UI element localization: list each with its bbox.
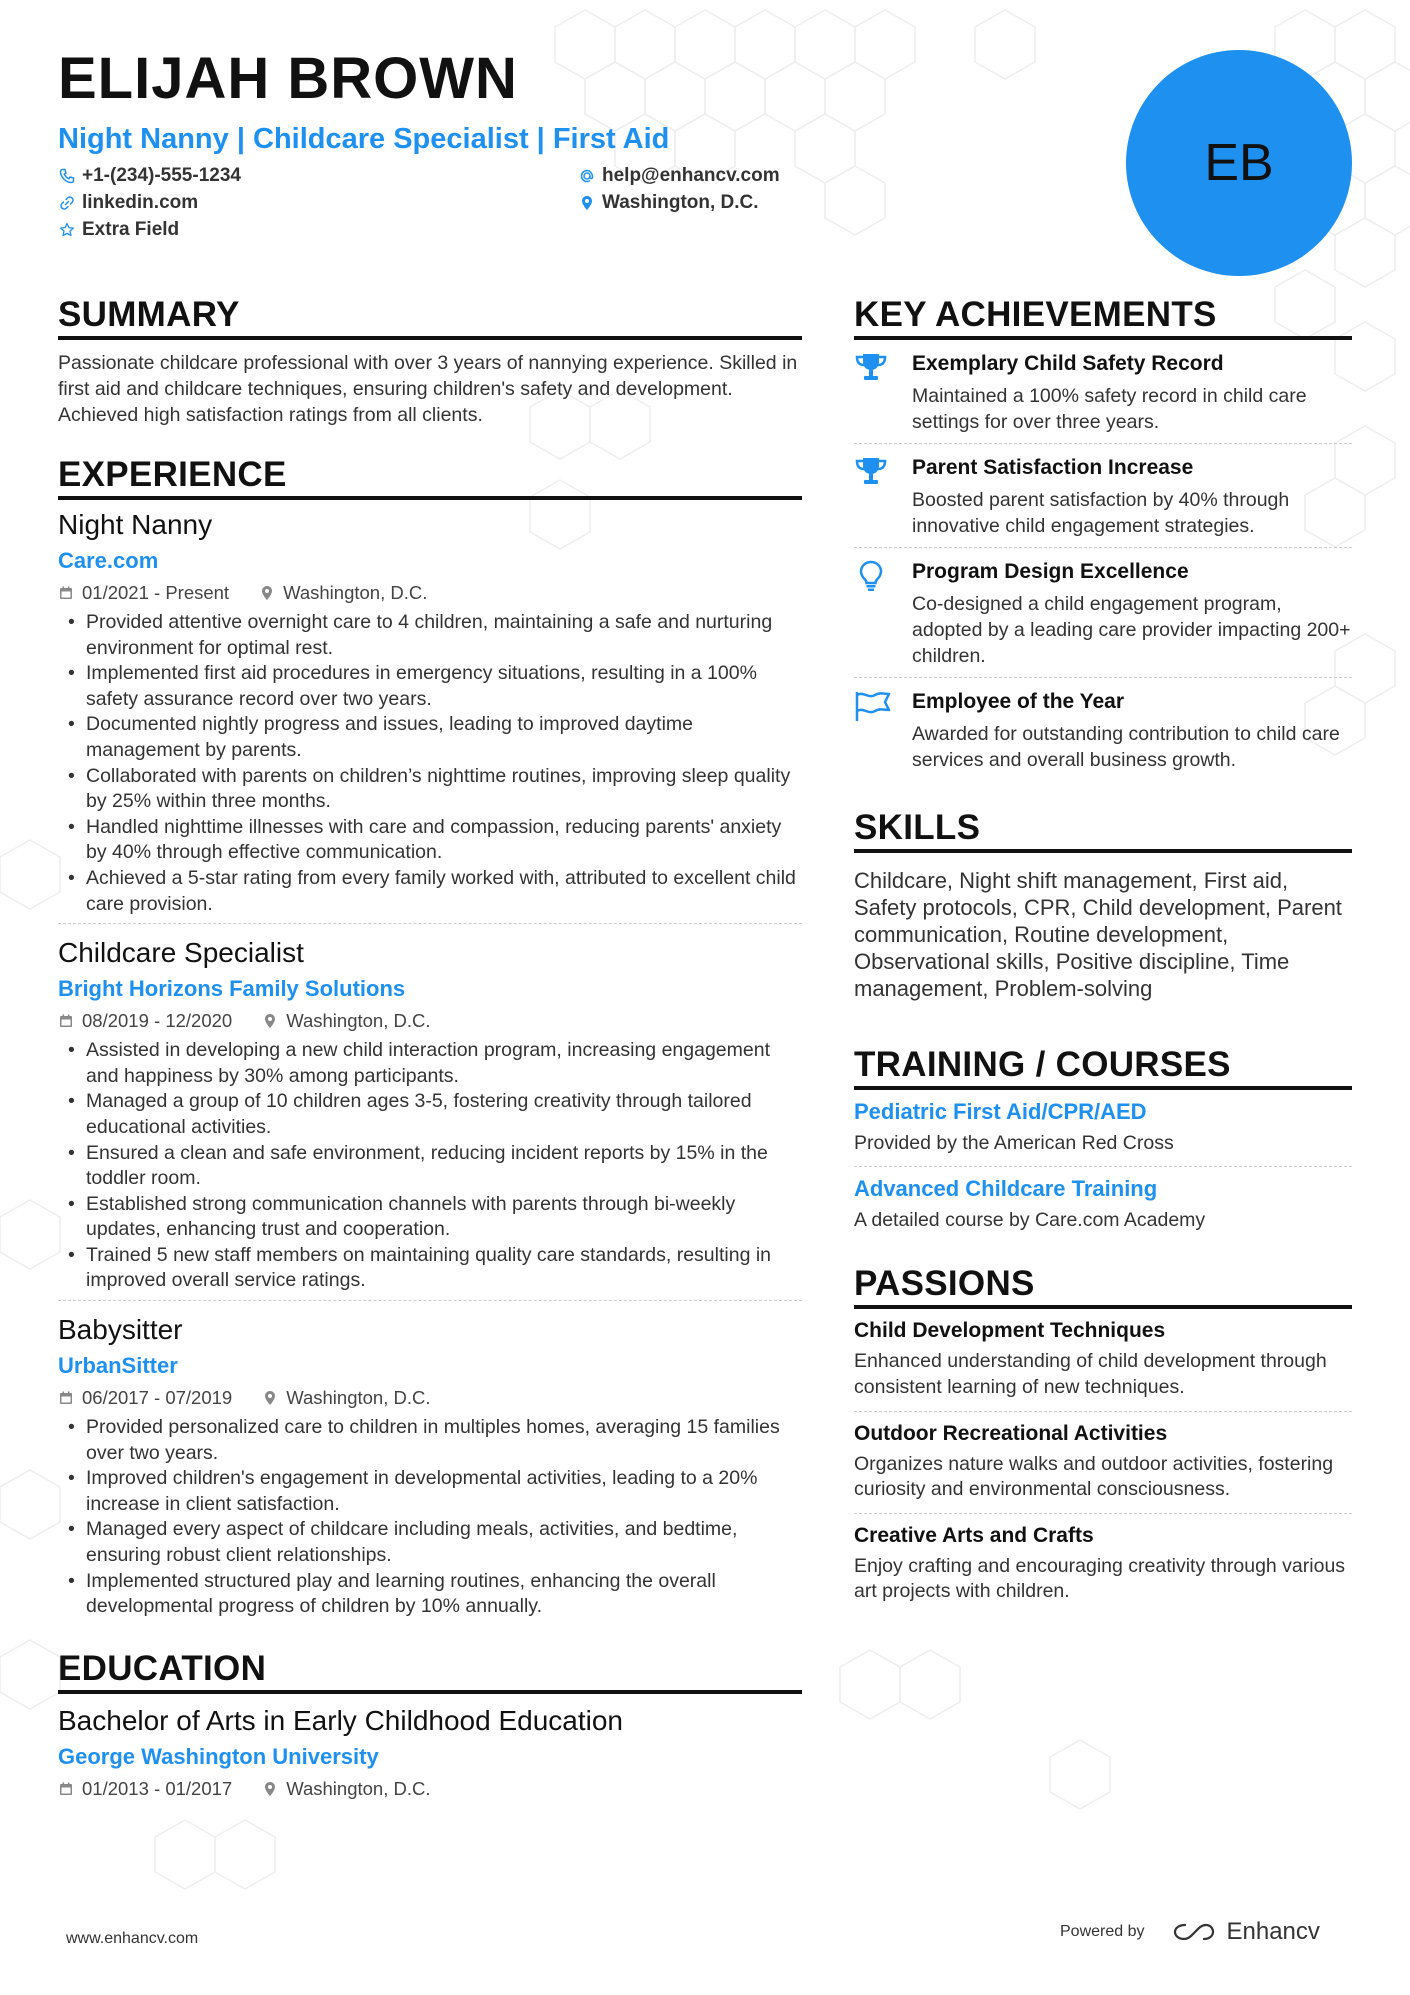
linkedin-contact[interactable] [58,191,578,214]
achievement-item [854,548,1352,677]
achievement-description: Boosted parent satisfaction by 40% through innovative child engagement strategies. [912,489,1290,537]
location-pin-icon [578,194,596,212]
course-item [854,1167,1352,1243]
company-name: Bright Horizons Family Solutions [58,976,406,1002]
course-title: Advanced Childcare Training [854,1176,1158,1202]
passion-item [854,1412,1352,1513]
brand-name: Enhancv [1226,1918,1320,1945]
location-pin-icon [259,585,275,601]
bullet-item: • Implemented structured play and learning routines, enhancing the overall developmental progress of children by 10% annually. [58,1569,802,1620]
job-title: Childcare Specialist [58,937,304,969]
passion-description: Enhanced understanding of child development through consistent learning of new techniques. [854,1350,1327,1398]
skills-text: Childcare, Night shift management, First aid, Safety protocols, CPR, Child development, Parent communication, Routine development, Observational skills, Positive discipline, Time management, Problem-solving [854,868,1342,1002]
achievement-item [854,678,1352,781]
passion-description: Enjoy crafting and encouraging creativity through various art projects with children. [854,1554,1346,1603]
email-text: help@enhancv.com [602,164,780,186]
achievement-description: Co-designed a child engagement program, adopted by a leading care provider impacting 200+ children. [912,593,1351,667]
course-description: A detailed course by Care.com Academy [854,1209,1206,1232]
avatar-initials: EB [1204,134,1274,192]
course-title: Pediatric First Aid/CPR/AED [854,1099,1147,1125]
achievement-item [854,340,1352,443]
school-name: George Washington University [58,1743,379,1769]
bullet-item: • Provided personalized care to children in multiples homes, averaging 15 families over two years. [58,1415,802,1466]
education-entry [58,1694,802,1804]
passion-item [854,1514,1352,1615]
calendar-icon [58,1781,74,1797]
enhancv-logo-icon [1171,1920,1217,1944]
degree-title: Bachelor of Arts in Early Childhood Education [58,1704,623,1736]
experience-entry [58,500,802,924]
bullet-item: • Achieved a 5-star rating from every family worked with, attributed to excellent child care provision. [58,866,802,917]
enhancv-logo [1171,1918,1320,1946]
linkedin-text: linkedin.com [82,191,199,213]
job-location: Washington, D.C. [286,1010,431,1032]
bullet-item: • Implemented first aid procedures in emergency situations, resulting in a 100% safety assurance record over two years. [58,661,802,712]
phone-contact[interactable] [58,164,578,187]
bullet-item: • Documented nightly progress and issues, leading to improved daytime management by parents. [58,712,802,763]
passion-item [854,1309,1352,1410]
footer-powered-by[interactable] [1060,1918,1320,1946]
email-contact[interactable] [578,164,838,187]
passions-heading: PASSIONS [854,1263,1352,1309]
achievement-item [854,444,1352,547]
job-dates: 08/2019 - 12/2020 [82,1010,233,1032]
at-sign-icon [578,167,596,185]
candidate-name: ELIJAH BROWN [58,46,518,111]
resume-header [58,44,838,241]
candidate-titles: Night Nanny | Childcare Specialist | First Aid [58,123,670,155]
job-title: Babysitter [58,1314,183,1346]
skills-heading: SKILLS [854,807,1352,853]
passion-title: Creative Arts and Crafts [854,1523,1094,1547]
passion-description: Organizes nature walks and outdoor activities, fostering curiosity and environmental consciousness. [854,1452,1334,1501]
contact-info [58,164,838,241]
bullet-item: • Provided attentive overnight care to 4 children, maintaining a safe and nurturing environment for optimal rest. [58,610,802,661]
job-meta [58,578,802,608]
achievement-description: Maintained a 100% safety record in child care settings for over three years. [912,385,1307,433]
job-location: Washington, D.C. [283,582,428,603]
location-text: Washington, D.C. [602,191,759,213]
achievement-title: Employee of the Year [912,690,1125,714]
phone-icon [58,167,76,185]
bullet-item: • Trained 5 new staff members on maintaining quality care standards, resulting in improved overall service ratings. [58,1243,802,1294]
right-column [854,294,1352,1615]
bullet-item: • Ensured a clean and safe environment, reducing incident reports by 15% in the toddler room. [58,1141,802,1192]
course-description: Provided by the American Red Cross [854,1132,1174,1155]
trophy-icon [854,454,912,539]
bullet-item: • Handled nighttime illnesses with care and compassion, reducing parents' anxiety by 40% through effective communication. [58,815,802,866]
flag-icon [854,688,912,773]
bullet-item: • Assisted in developing a new child interaction program, increasing engagement and happiness by 30% among participants. [58,1038,802,1089]
footer-website-link[interactable]: www.enhancv.com [66,1930,199,1947]
calendar-icon [58,1013,74,1029]
job-title: Night Nanny [58,509,213,540]
location-pin-icon [262,1013,278,1029]
job-meta [58,1383,802,1413]
bullet-item: • Managed every aspect of childcare including meals, activities, and bedtime, ensuring robust client relationships. [58,1517,802,1568]
job-dates: 01/2021 - Present [82,582,230,603]
experience-entry [58,1301,802,1620]
location-contact [578,191,838,214]
job-bullets [58,1038,802,1294]
education-dates: 01/2013 - 01/2017 [82,1777,233,1799]
calendar-icon [58,1390,74,1406]
course-item [854,1090,1352,1166]
left-column [58,294,802,1804]
job-meta [58,1006,802,1036]
calendar-icon [58,585,74,601]
company-name: UrbanSitter [58,1353,178,1379]
summary-text: Passionate childcare professional with over 3 years of nannying experience. Skilled in first aid and childcare techniques, ensuring children's safety and development. Achieved high satisfaction ratings from all clients. [58,352,798,426]
experience-heading: EXPERIENCE [58,454,802,500]
bullet-item: • Improved children's engagement in developmental activities, leading to a 20% increase in client satisfaction. [58,1466,802,1517]
location-pin-icon [262,1781,278,1797]
achievement-title: Exemplary Child Safety Record [912,352,1224,375]
key-achievements-heading: KEY ACHIEVEMENTS [854,294,1352,340]
achievement-title: Program Design Excellence [912,560,1189,584]
education-location: Washington, D.C. [286,1777,431,1799]
passion-title: Child Development Techniques [854,1319,1166,1343]
lightbulb-icon [854,558,912,669]
experience-entry [58,924,802,1301]
phone-text: +1-(234)-555-1234 [82,164,241,186]
job-dates: 06/2017 - 07/2019 [82,1387,233,1409]
location-pin-icon [262,1390,278,1406]
job-bullets [58,610,802,917]
passion-title: Outdoor Recreational Activities [854,1421,1168,1445]
extra-field-text: Extra Field [82,218,180,240]
bullet-item: • Established strong communication channels with parents through bi-weekly updates, enhancing trust and cooperation. [58,1192,802,1243]
job-bullets [58,1415,802,1620]
trophy-icon [854,350,912,435]
powered-by-label: Powered by [1060,1923,1145,1940]
achievement-title: Parent Satisfaction Increase [912,456,1194,480]
company-name: Care.com [58,548,159,573]
training-heading: TRAINING / COURSES [854,1044,1352,1090]
summary-heading: SUMMARY [58,294,802,340]
bullet-item: • Collaborated with parents on children’s nighttime routines, improving sleep quality by 25% within three months. [58,764,802,815]
link-icon [58,194,76,212]
star-icon [58,221,76,239]
education-heading: EDUCATION [58,1648,802,1694]
bullet-item: • Managed a group of 10 children ages 3-5, fostering creativity through tailored educational activities. [58,1089,802,1140]
achievement-description: Awarded for outstanding contribution to child care services and overall business growth. [912,723,1340,771]
job-location: Washington, D.C. [286,1387,431,1409]
extra-field-contact [58,218,578,241]
education-meta [58,1774,802,1804]
avatar [1126,50,1352,276]
